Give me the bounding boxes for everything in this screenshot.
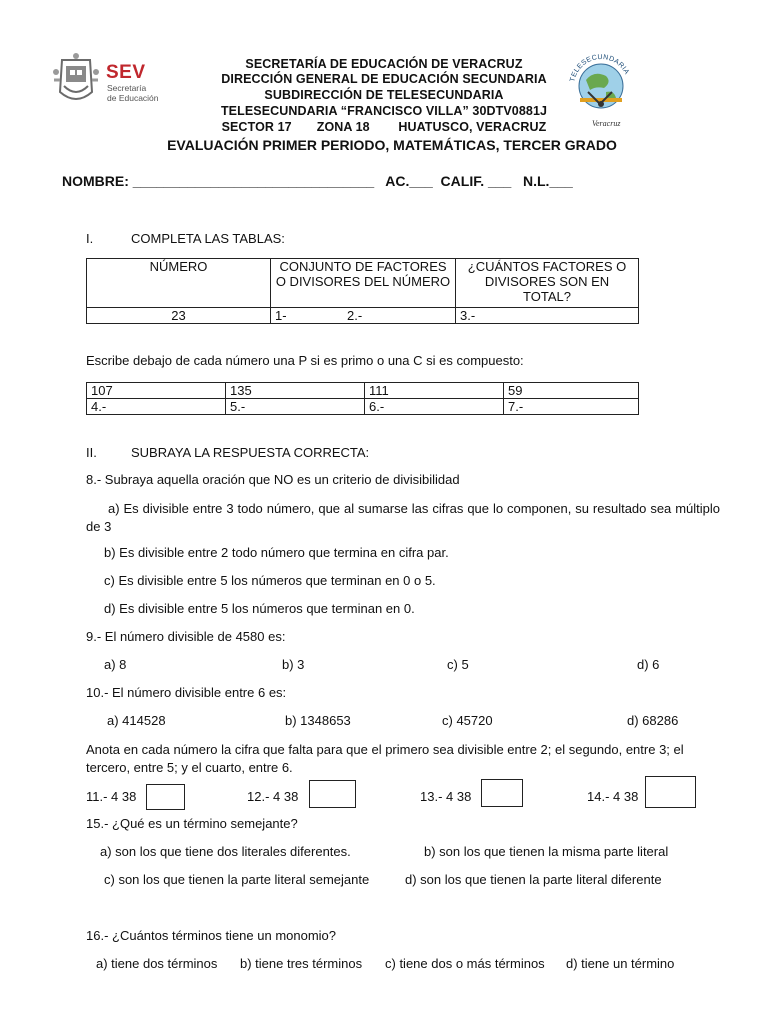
question-10-option-c[interactable]: c) 45720 — [442, 713, 493, 728]
prime-answer-5[interactable]: 5.- — [226, 399, 365, 415]
sev-logo-subtitle-1: Secretaría — [107, 83, 147, 93]
divisors-table-row — [87, 308, 639, 324]
question-8: 8.- Subraya aquella oración que NO es un criterio de divisibilidad — [86, 472, 460, 487]
sev-logo-text: SEV — [106, 62, 146, 83]
digit-item-14: 14.- 4 38 — [587, 789, 639, 804]
digit-answer-box-12[interactable] — [309, 780, 356, 808]
svg-text:Veracruz: Veracruz — [592, 119, 621, 128]
prime-answer-4[interactable]: 4.- — [87, 399, 226, 415]
question-9-option-b[interactable]: b) 3 — [282, 657, 305, 672]
prime-number-4: 59 — [504, 383, 639, 399]
question-8-option-b[interactable]: b) Es divisible entre 2 todo número que termina en cifra par. — [104, 545, 449, 560]
question-9: 9.- El número divisible de 4580 es: — [86, 629, 286, 644]
section-2-number: II. — [86, 445, 97, 460]
question-16-option-a[interactable]: a) tiene dos términos — [96, 956, 218, 971]
header-line-2: DIRECCIÓN GENERAL DE EDUCACIÓN SECUNDARIA — [221, 72, 547, 86]
section-1-title: COMPLETA LAS TABLAS: — [131, 231, 285, 246]
answer-2-label: 2.- — [347, 308, 363, 323]
divisors-row-total[interactable]: 3.- — [456, 308, 639, 324]
divisors-row-set[interactable] — [271, 308, 456, 324]
answer-1-label: 1- — [275, 308, 287, 323]
question-15-option-b[interactable]: b) son los que tienen la misma parte literal — [424, 844, 669, 859]
question-16-option-d[interactable]: d) tiene un término — [566, 956, 675, 971]
header-line-4: TELESECUNDARIA “FRANCISCO VILLA” 30DTV0881J — [220, 104, 548, 118]
digit-answer-box-11[interactable] — [146, 784, 185, 810]
question-10-option-d[interactable]: d) 68286 — [627, 713, 679, 728]
prime-answers-row — [87, 399, 639, 415]
divisors-table — [86, 258, 639, 324]
prime-number-2: 135 — [226, 383, 365, 399]
divisors-table-header — [87, 259, 639, 308]
question-8-option-c[interactable]: c) Es divisible entre 5 los números que terminan en 0 o 5. — [104, 573, 436, 588]
exam-title: EVALUACIÓN PRIMER PERIODO, MATEMÁTICAS, TERCER GRADO — [167, 137, 617, 153]
svg-text:TELESECUNDARIA: TELESECUNDARIA — [569, 53, 631, 83]
question-9-option-c[interactable]: c) 5 — [447, 657, 469, 672]
prime-number-3: 111 — [365, 383, 504, 399]
section-1-number: I. — [86, 231, 94, 246]
question-9-option-a[interactable]: a) 8 — [104, 657, 127, 672]
question-15: 15.- ¿Qué es un término semejante? — [86, 816, 298, 831]
digit-item-11: 11.- 4 38 — [86, 789, 137, 804]
question-8-option-d[interactable]: d) Es divisible entre 5 los números que terminan en 0. — [104, 601, 415, 616]
digit-answer-box-13[interactable] — [481, 779, 523, 807]
section-2-title: SUBRAYA LA RESPUESTA CORRECTA: — [131, 445, 370, 460]
prime-numbers-row — [87, 383, 639, 399]
digit-item-12: 12.- 4 38 — [247, 789, 299, 804]
prime-composite-table — [86, 382, 639, 415]
question-16-option-b[interactable]: b) tiene tres términos — [240, 956, 363, 971]
divisors-header-set: CONJUNTO DE FACTORES O DIVISORES DEL NÚMERO — [271, 259, 456, 308]
question-9-option-d[interactable]: d) 6 — [637, 657, 660, 672]
header-line-5: SECTOR 17 ZONA 18 HUATUSCO, VERACRUZ — [221, 120, 547, 134]
divisors-header-number: NÚMERO — [87, 259, 271, 308]
student-info-line[interactable]: NOMBRE: _______________________________ AC.___ CALIF. ___ N.L.___ — [62, 173, 573, 189]
sev-logo-subtitle-2: de Educación — [107, 93, 159, 103]
digit-item-13: 13.- 4 38 — [420, 789, 472, 804]
question-16: 16.- ¿Cuántos términos tiene un monomio? — [86, 928, 337, 943]
question-8-option-a[interactable]: a) Es divisible entre 3 todo número, que al sumarse las cifras que lo componen, su resultado sea múltiplo de 3 — [86, 501, 720, 534]
question-15-option-a[interactable]: a) son los que tiene dos literales diferentes. — [100, 844, 351, 859]
prime-composite-instruction: Escribe debajo de cada número una P si es primo o una C si es compuesto: — [86, 353, 524, 368]
digit-answer-box-14[interactable] — [645, 776, 696, 808]
question-15-option-d[interactable]: d) son los que tienen la parte literal diferente — [405, 872, 662, 887]
missing-digit-instruction: Anota en cada número la cifra que falta para que el primero sea divisible entre 2; el segundo, entre 3; el tercero, entre 5; y el cuarto, entre 6. — [86, 742, 684, 775]
divisors-row-number: 23 — [87, 308, 271, 324]
header-line-1: SECRETARÍA DE EDUCACIÓN DE VERACRUZ — [245, 57, 523, 71]
prime-number-1: 107 — [87, 383, 226, 399]
divisors-header-total: ¿CUÁNTOS FACTORES O DIVISORES SON EN TOTAL? — [456, 259, 639, 308]
question-16-option-c[interactable]: c) tiene dos o más términos — [385, 956, 545, 971]
header-line-3: SUBDIRECCIÓN DE TELESECUNDARIA — [264, 88, 504, 102]
question-10: 10.- El número divisible entre 6 es: — [86, 685, 287, 700]
question-10-option-b[interactable]: b) 1348653 — [285, 713, 351, 728]
question-10-option-a[interactable]: a) 414528 — [107, 713, 166, 728]
prime-answer-6[interactable]: 6.- — [365, 399, 504, 415]
prime-answer-7[interactable]: 7.- — [504, 399, 639, 415]
question-15-option-c[interactable]: c) son los que tienen la parte literal semejante — [104, 872, 370, 887]
